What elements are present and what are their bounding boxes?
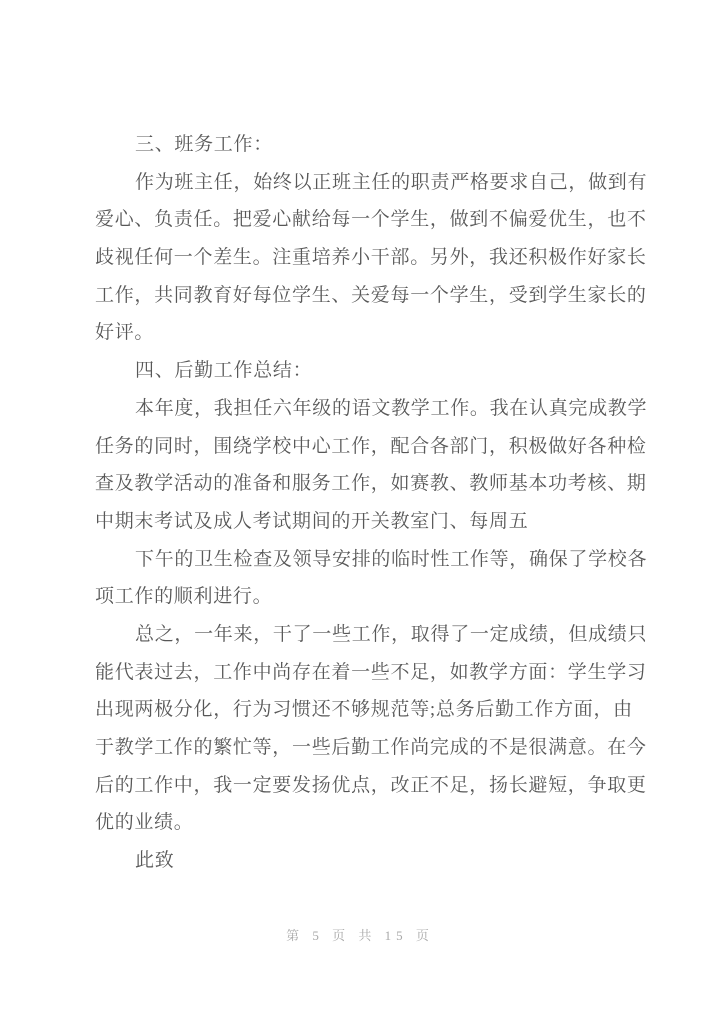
page-number-footer: 第 5 页 共 15 页 bbox=[286, 928, 434, 943]
text-line: 任务的同时，围绕学校中心工作，配合各部门，积极做好各种检 bbox=[95, 435, 647, 457]
text-line: 本年度，我担任六年级的语文教学工作。我在认真完成教学 bbox=[135, 397, 648, 419]
text-line: 总之，一年来，干了一些工作，取得了一定成绩，但成绩只 bbox=[135, 623, 648, 645]
text-line: 查及教学活动的准备和服务工作，如赛教、教师基本功考核、期 bbox=[95, 473, 647, 495]
document-body bbox=[95, 126, 648, 880]
text-line: 于教学工作的繁忙等，一些后勤工作尚完成的不是很满意。在今 bbox=[95, 737, 647, 758]
text-line: 歧视任何一个差生。注重培养小干部。另外，我还积极作好家长 bbox=[95, 247, 647, 269]
text-line: 能代表过去，工作中尚存在着一些不足，如教学方面：学生学习 bbox=[95, 661, 647, 683]
closing-salutation: 此致 bbox=[135, 850, 175, 872]
text-line: 出现两极分化，行为习惯还不够规范等;总务后勤工作方面，由 bbox=[95, 699, 633, 721]
text-line: 工作，共同教育好每位学生、关爱每一个学生，受到学生家长的 bbox=[95, 284, 647, 306]
section-heading-4: 四、后勤工作总结： bbox=[135, 360, 313, 382]
text-line: 好评。 bbox=[95, 322, 155, 344]
text-line: 作为班主任，始终以正班主任的职责严格要求自己，做到有 bbox=[135, 171, 648, 193]
text-line: 中期末考试及成人考试期间的开关教室门、每周五 bbox=[95, 510, 529, 532]
section-heading-3: 三、班务工作： bbox=[135, 134, 273, 155]
text-line: 项工作的顺利进行。 bbox=[95, 586, 273, 608]
text-line: 爱心、负责任。把爱心献给每一个学生，做到不偏爱优生，也不 bbox=[95, 209, 647, 231]
text-line: 后的工作中，我一定要发扬优点，改正不足，扬长避短，争取更 bbox=[95, 774, 647, 796]
text-line: 下午的卫生检查及领导安排的临时性工作等，确保了学校各 bbox=[135, 548, 648, 570]
text-line: 优的业绩。 bbox=[95, 812, 194, 834]
